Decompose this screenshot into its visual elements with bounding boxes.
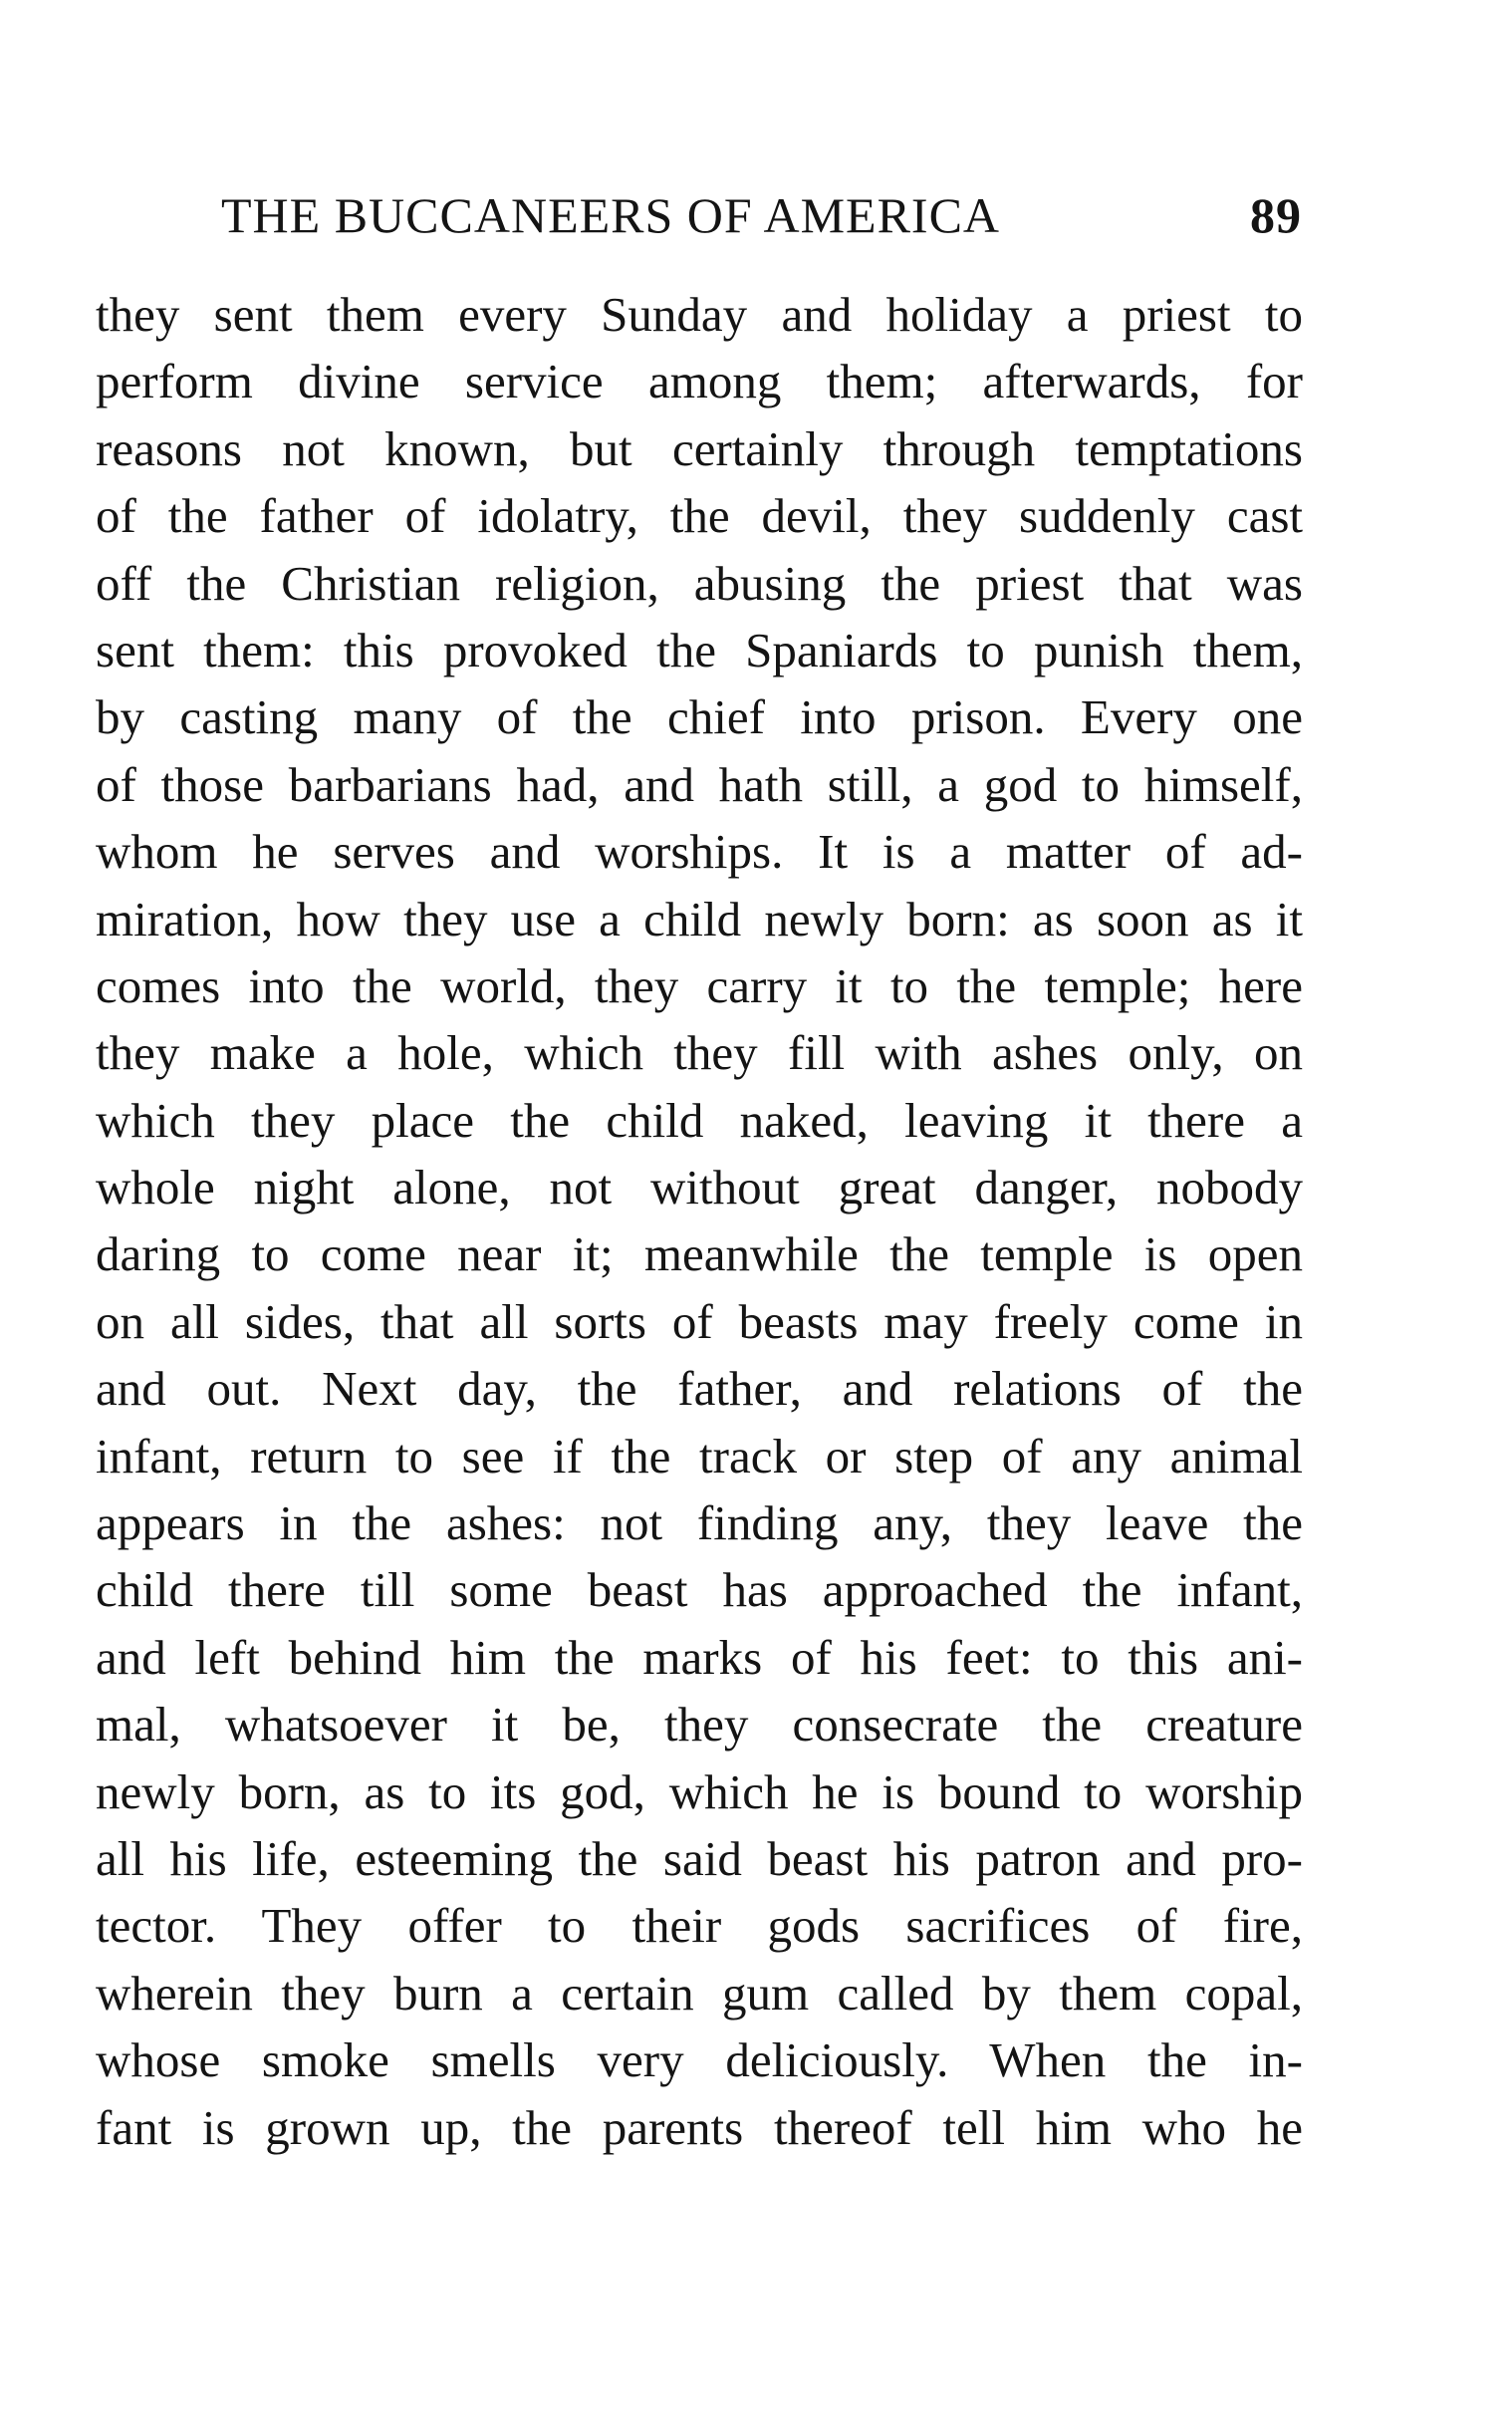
- text-line: whole night alone, not without great danger, nobody: [96, 1160, 1303, 1215]
- text-line: off the Christian religion, abusing the priest that was: [96, 555, 1303, 611]
- text-line: on all sides, that all sorts of beasts may freely come in: [96, 1293, 1303, 1349]
- body-text: [96, 281, 1303, 2161]
- text-line: whose smoke smells very deliciously. When the in-: [96, 2032, 1303, 2088]
- text-line: perform divine service among them; afterwards, for: [96, 354, 1303, 409]
- text-line: of the father of idolatry, the devil, they suddenly cast: [96, 488, 1303, 544]
- text-line: and left behind him the marks of his feet: to this ani-: [96, 1629, 1303, 1685]
- text-line: comes into the world, they carry it to the temple; here: [96, 957, 1303, 1013]
- text-line: newly born, as to its god, which he is bound to worship: [96, 1763, 1303, 1819]
- text-line: reasons not known, but certainly through temptations: [96, 420, 1303, 476]
- text-line: and out. Next day, the father, and relations of the: [96, 1361, 1303, 1417]
- text-line: miration, how they use a child newly born: as soon as it: [96, 891, 1303, 946]
- text-line: child there till some beast has approached the infant,: [96, 1562, 1303, 1618]
- text-line: fant is grown up, the parents thereof tell him who he: [96, 2099, 1303, 2155]
- text-line: all his life, esteeming the said beast his patron and pro-: [96, 1830, 1303, 1886]
- text-line: appears in the ashes: not finding any, they leave the: [96, 1495, 1303, 1551]
- page-number: 89: [1250, 187, 1302, 243]
- running-header: [221, 185, 1302, 245]
- text-line: daring to come near it; meanwhile the temple is open: [96, 1226, 1303, 1282]
- text-line: they make a hole, which they fill with ashes only, on: [96, 1025, 1303, 1081]
- text-line: tector. They offer to their gods sacrifices of fire,: [96, 1898, 1303, 1954]
- text-line: wherein they burn a certain gum called by them copal,: [96, 1965, 1303, 2021]
- text-line: by casting many of the chief into prison. Every one: [96, 689, 1303, 745]
- text-line: of those barbarians had, and hath still, a god to himself,: [96, 756, 1303, 812]
- text-line: mal, whatsoever it be, they consecrate the creature: [96, 1697, 1303, 1753]
- text-line: sent them: this provoked the Spaniards to punish them,: [96, 622, 1303, 677]
- text-line: infant, return to see if the track or step of any animal: [96, 1428, 1303, 1484]
- text-line: whom he serves and worships. It is a matter of ad-: [96, 824, 1303, 880]
- text-line: which they place the child naked, leaving it there a: [96, 1092, 1303, 1148]
- text-line: they sent them every Sunday and holiday a priest to: [96, 287, 1303, 342]
- running-title: THE BUCCANEERS OF AMERICA: [221, 187, 1001, 243]
